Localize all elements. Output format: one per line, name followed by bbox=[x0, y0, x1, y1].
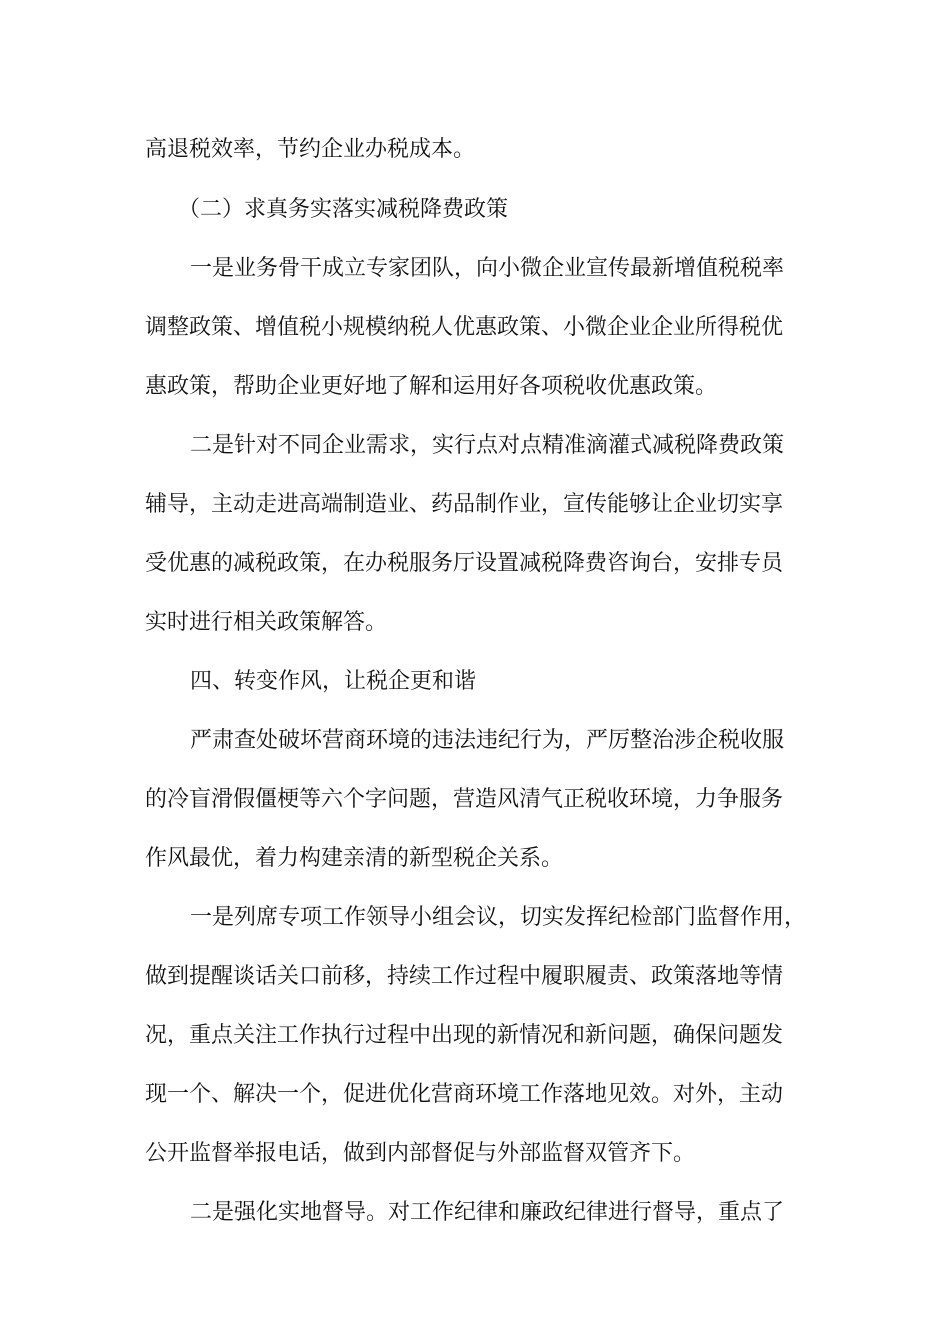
body-text-line: 现一个、解决一个，促进优化营商环境工作落地见效。对外，主动 bbox=[145, 1082, 784, 1107]
body-text-line: 作风最优，着力构建亲清的新型税企关系。 bbox=[145, 846, 564, 871]
body-text-line: 实时进行相关政策解答。 bbox=[145, 610, 388, 635]
section-heading: （二）求真务实落实减税降费政策 bbox=[178, 197, 509, 222]
body-text-line: 二是强化实地督导。对工作纪律和廉政纪律进行督导，重点了 bbox=[190, 1200, 785, 1225]
body-text-line: 严肃查处破坏营商环境的违法违纪行为，严厉整治涉企税收服 bbox=[190, 728, 785, 753]
body-text-line: 的冷盲滑假僵梗等六个字问题，营造风清气正税收环境，力争服务 bbox=[145, 787, 784, 812]
body-text-line: 调整政策、增值税小规模纳税人优惠政策、小微企业企业所得税优 bbox=[145, 315, 784, 340]
body-text-line: 惠政策，帮助企业更好地了解和运用好各项税收优惠政策。 bbox=[145, 374, 718, 399]
body-text-line: 一是业务骨干成立专家团队，向小微企业宣传最新增值税税率 bbox=[190, 256, 785, 281]
section-heading: 四、转变作风，让税企更和谐 bbox=[190, 669, 477, 694]
body-text-line: 一是列席专项工作领导小组会议，切实发挥纪检部门监督作用， bbox=[190, 905, 807, 930]
body-text-line: 做到提醒谈话关口前移，持续工作过程中履职履责、政策落地等情 bbox=[145, 964, 784, 989]
body-text-line: 公开监督举报电话，做到内部督促与外部监督双管齐下。 bbox=[145, 1141, 696, 1166]
body-text-line: 受优惠的减税政策，在办税服务厅设置减税降费咨询台，安排专员 bbox=[145, 551, 784, 576]
body-text-line: 二是针对不同企业需求，实行点对点精准滴灌式减税降费政策 bbox=[190, 433, 785, 458]
body-text-line: 高退税效率，节约企业办税成本。 bbox=[145, 137, 476, 162]
body-text-line: 况，重点关注工作执行过程中出现的新情况和新问题，确保问题发 bbox=[145, 1023, 784, 1048]
body-text-line: 辅导，主动走进高端制造业、药品制作业，宣传能够让企业切实享 bbox=[145, 492, 784, 517]
